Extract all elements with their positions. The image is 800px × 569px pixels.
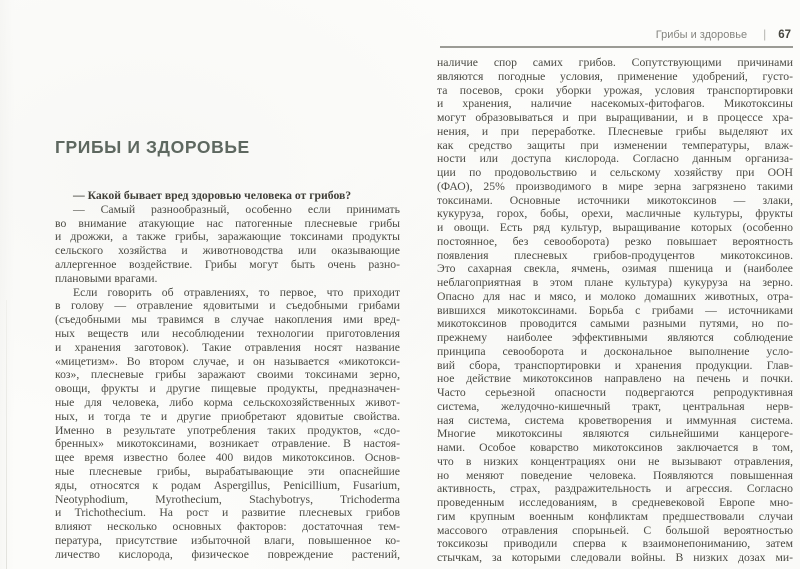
text-line: бренных» микотоксинами, возникает отравление. В настоя- (55, 437, 400, 451)
text-line: микотоксинов проводится самыми разными путями, но по- (437, 317, 793, 331)
text-line: Опасно для нас и мясо, и молоко домашних животных, отра- (437, 289, 793, 303)
text-line: (ФАО), 25% производимого в мире зерна загрязнено такими (437, 179, 793, 193)
paragraph (55, 203, 400, 286)
text-line: токсикозы приводили сперва к взаимонепониманию, затем (437, 537, 793, 551)
text-line: ности или доступа кислорода. Согласно данным организа- (437, 152, 793, 166)
text-line: та посевов, сроки уборки урожая, условия транспортировки (437, 83, 793, 97)
text-line: — Какой бывает вред здоровью человека от грибов? (73, 189, 352, 202)
text-line: активность, страх, раздражительность и агрессия. Согласно (437, 482, 793, 496)
text-line: вий сбора, транспортировки и хранения продукции. Глав- (437, 358, 793, 372)
text-line: вившихся микотоксинами. Борьба с грибами — источниками (437, 303, 793, 317)
text-line: «мицетизм». Во втором случае, и он называется «микотокси- (55, 354, 400, 368)
text-line: Если говорить об отравлениях, то первое, что приходит (73, 285, 400, 299)
text-line: принципа севооборота и доскональное выполнение усло- (437, 344, 793, 358)
text-line: Именно в результате употребления таких продуктов, «сдо- (55, 423, 400, 437)
left-page-body-text (55, 189, 400, 562)
text-line: щее время известно более 400 видов микотоксинов. Основ- (55, 451, 400, 465)
text-line: ные для человека, либо корма сельскохозяйственных живот- (55, 395, 400, 409)
text-line: как средство защиты при изменении температуры, влаж- (437, 138, 793, 152)
right-page-body-text (437, 56, 793, 565)
text-line: гим крупным военным конфликтам предшествовали случаи (437, 509, 793, 523)
text-line: пература, присутствие избыточной влаги, повышенное ко- (55, 533, 400, 547)
text-line: но меняют поведение человека. Появляются повышенная (437, 468, 793, 482)
text-line: овощи, фрукты и другие пищевые продукты, предназначен- (55, 382, 400, 396)
text-line: влияют несколько основных факторов: достаточная тем- (55, 520, 400, 534)
running-head (437, 27, 793, 43)
text-line: (съедобными мы травимся в случае накопления ими вред- (55, 313, 400, 327)
text-line: личество кислорода, физическое повреждение растений, (55, 547, 400, 561)
text-line: ные плесневые грибы, вырабатывающие эти опаснейшие (55, 464, 400, 478)
text-line: ции по продовольствию и сельскому хозяйству при ООН (437, 166, 793, 179)
text-line: стычкам, за которыми следовали войны. В низких дозах ми- (437, 551, 793, 564)
text-line: кукуруза, горох, бобы, орехи, масличные культуры, фрукты (437, 207, 793, 221)
text-line: в голову — отравление ядовитыми и съедобными грибами (55, 299, 400, 313)
header-rule (440, 46, 793, 48)
paragraph (55, 189, 400, 203)
text-line: система, желудочно-кишечный тракт, центральная нерв- (437, 399, 793, 413)
text-line: Neotyphodium, Myrothecium, Stachybotrys, Trichoderma (55, 492, 400, 506)
text-line: коз», плесневые грибы заражают своими токсинами зерно, (55, 368, 400, 382)
text-line: во внимание атакующие нас патогенные плесневые грибы (55, 216, 400, 230)
text-line: проведенным исследованиям, в средневековой Европе мно- (437, 496, 793, 509)
text-line: что в низких концентрациях они не вызывают отравления, (437, 454, 793, 468)
paragraph (437, 56, 793, 565)
text-line: ная система, система кроветворения и иммунная система. (437, 413, 793, 427)
text-line: постоянное, без севооборота) резко повышает вероятность (437, 234, 793, 248)
text-line: являются погодные условия, применение удобрений, густо- (437, 69, 793, 83)
page-number: 67 (778, 29, 791, 41)
text-line: и овощи. Есть ряд культур, выращивание которых (особенно (437, 221, 793, 234)
text-line: сельского хозяйства и животноводства или оказывающие (55, 244, 400, 258)
text-line: и хранения, наличие насекомых-фитофагов. Микотоксины (437, 97, 793, 111)
text-line: и Trichothecium. На рост и развитие плесневых грибов (55, 506, 400, 520)
running-head-separator: | (763, 27, 767, 41)
text-line: прежнему наиболее эффективными являются соблюдение (437, 331, 793, 344)
text-line: — Самый разнообразный, особенно если принимать (73, 202, 400, 216)
text-line: и дрожжи, а также грибы, заражающие токсинами продукты (55, 230, 400, 244)
running-head-title: Грибы и здоровье (655, 29, 748, 41)
text-line: Часто серьезной опасности подвергаются репродуктивная (437, 386, 793, 399)
text-line: неблагоприятная в этом плане культура) кукуруза на зерно. (437, 276, 793, 289)
text-line: могут образовываться и при выращивании, и в процессе хра- (437, 111, 793, 124)
text-line: ных веществ или несоблюдении технологии приготовления (55, 326, 400, 340)
text-line: нения, и при переработке. Плесневые грибы выделяют их (437, 124, 793, 138)
text-line: нами. Особое коварство микотоксинов заключается в том, (437, 441, 793, 454)
text-line: Многие микотоксины являются сильнейшими канцероге- (437, 427, 793, 441)
text-line: аллергенное воздействие. Грибы могут быть очень разно- (55, 257, 400, 271)
text-line: яды, относятся к родам Aspergillus, Penicillium, Fusarium, (55, 478, 400, 492)
text-line: Это сахарная свекла, ячмень, озимая пшеница и (наиболее (437, 262, 793, 276)
text-line: появления плесневых грибов-продуцентов микотоксинов. (437, 248, 793, 262)
text-line: наличие спор самих грибов. Сопутствующими причинами (437, 56, 793, 69)
paragraph (55, 286, 400, 562)
text-line: и хранения заготовок). Такие отравления носят название (55, 340, 400, 354)
text-line: ное действие микотоксинов направлено на печень и почки. (437, 372, 793, 386)
page-edge-line (6, 300, 7, 569)
text-line: токсинами. Основные источники микотоксинов — злаки, (437, 193, 793, 207)
text-line: массового отравления спорыньей. С большой вероятностью (437, 523, 793, 537)
text-line: плановыми врагами. (55, 271, 158, 285)
chapter-title: ГРИБЫ И ЗДОРОВЬЕ (55, 137, 250, 157)
text-line: ных, и тогда те и другие приобретают ядовитые свойства. (55, 409, 400, 423)
